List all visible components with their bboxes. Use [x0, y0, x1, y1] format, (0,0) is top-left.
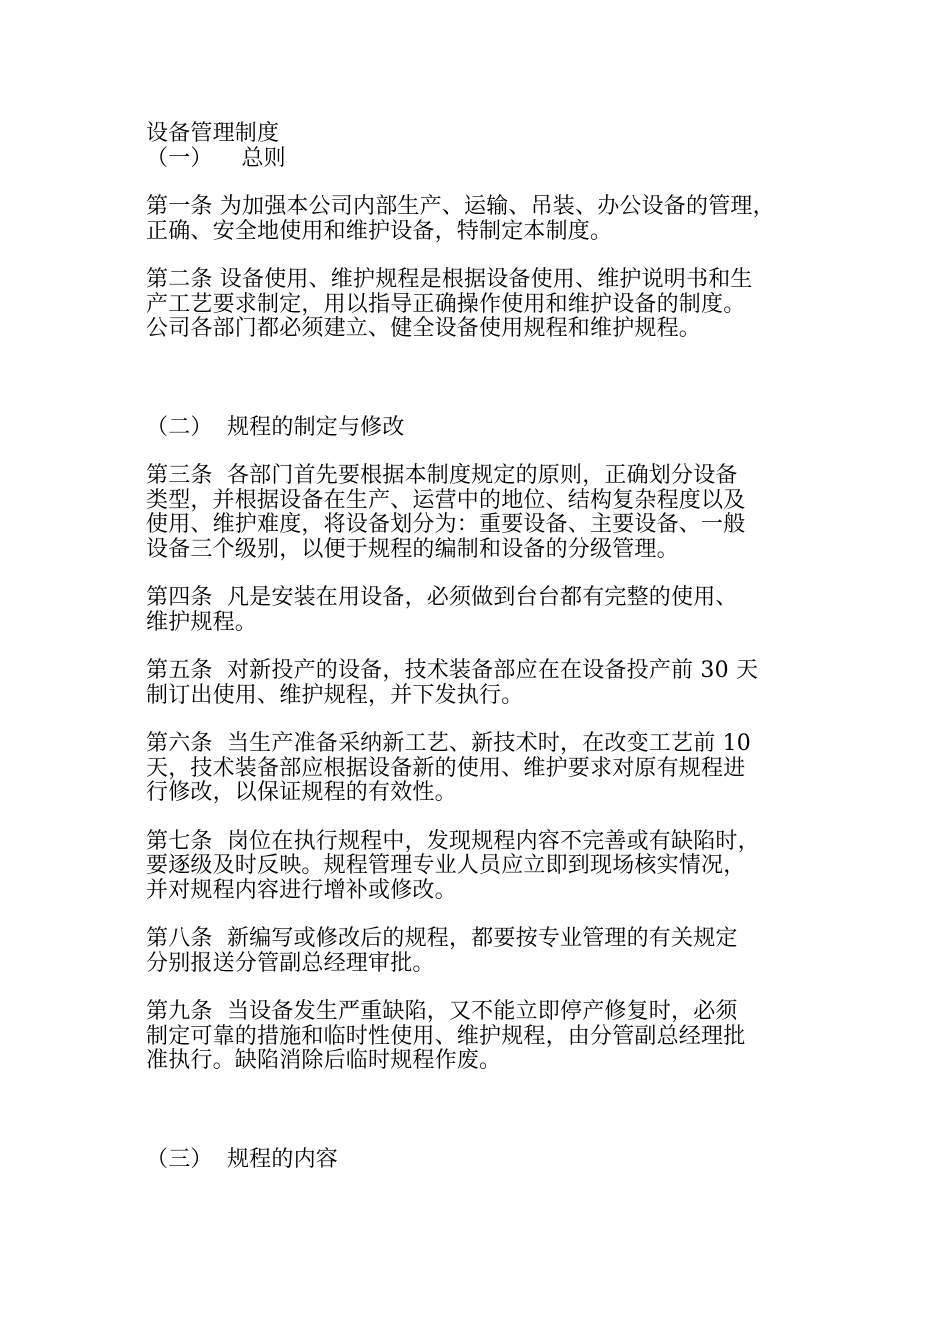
section-heading-general: （一） 总则 — [146, 145, 286, 171]
spacer — [146, 342, 814, 416]
section-heading-rules-formulation: （二） 规程的制定与修改 — [146, 414, 405, 440]
article-line: 制订出使用、维护规程，并下发执行。 — [146, 682, 524, 708]
spacer — [146, 1074, 814, 1148]
article-9 — [146, 1000, 814, 1074]
article-line: 第五条 对新投产的设备，技术装备部应在在设备投产前 30 天 — [146, 658, 759, 683]
article-line: 制定可靠的措施和临时性使用、维护规程，由分管副总经理批 — [146, 1023, 746, 1049]
article-line: 第四条 凡是安装在用设备，必须做到台台都有完整的使用、 — [146, 585, 738, 610]
article-line: 第二条 设备使用、维护规程是根据设备使用、维护说明书和生 — [146, 267, 753, 292]
article-8 — [146, 927, 814, 976]
article-6 — [146, 732, 814, 806]
section2-paragraphs — [146, 464, 814, 1074]
document-body — [146, 122, 814, 1172]
article-line: 产工艺要求制定，用以指导正确操作使用和维护设备的制度。 — [146, 291, 746, 317]
article-line: 第八条 新编写或修改后的规程，都要按专业管理的有关规定 — [146, 926, 738, 951]
article-line: 准执行。缺陷消除后临时规程作废。 — [146, 1048, 502, 1073]
spacer — [146, 171, 814, 195]
article-line: 第三条 各部门首先要根据本制度规定的原则，正确划分设备 — [146, 463, 738, 488]
document-title: 设备管理制度 — [146, 121, 280, 146]
section-heading-rules-content: （三） 规程的内容 — [146, 1146, 338, 1172]
article-line: 分别报送分管副总经理审批。 — [146, 950, 435, 976]
article-line: 正确、安全地使用和维护设备，特制定本制度。 — [146, 218, 613, 244]
article-line: 并对规程内容进行增补或修改。 — [146, 877, 457, 903]
article-line: 类型，并根据设备在生产、运营中的地位、结构复杂程度以及 — [146, 487, 746, 513]
article-line: 第七条 岗位在执行规程中，发现规程内容不完善或有缺陷时， — [146, 828, 760, 854]
article-line: 第九条 当设备发生严重缺陷，又不能立即停产修复时，必须 — [146, 999, 738, 1024]
article-line: 设备三个级别，以便于规程的编制和设备的分级管理。 — [146, 536, 679, 562]
article-3 — [146, 464, 814, 562]
article-1 — [146, 195, 814, 244]
spacer — [146, 440, 814, 464]
article-line: 使用、维护难度，将设备划分为：重要设备、主要设备、一般 — [146, 512, 746, 537]
article-line: 要逐级及时反映。规程管理专业人员应立即到现场核实情况， — [146, 853, 746, 878]
article-2 — [146, 268, 814, 342]
article-line: 行修改，以保证规程的有效性。 — [146, 780, 457, 805]
article-line: 维护规程。 — [146, 609, 258, 635]
article-line: 第六条 当生产准备采纳新工艺、新技术时，在改变工艺前 10 — [146, 731, 751, 756]
article-line: 公司各部门都必须建立、健全设备使用规程和维护规程。 — [146, 316, 702, 341]
section1-paragraphs — [146, 195, 814, 342]
article-5 — [146, 659, 814, 708]
article-7 — [146, 830, 814, 904]
article-4 — [146, 586, 814, 635]
article-line: 第一条 为加强本公司内部生产、运输、吊装、办公设备的管理， — [146, 194, 775, 219]
article-line: 天，技术装备部应根据设备新的使用、维护要求对原有规程进 — [146, 755, 746, 781]
